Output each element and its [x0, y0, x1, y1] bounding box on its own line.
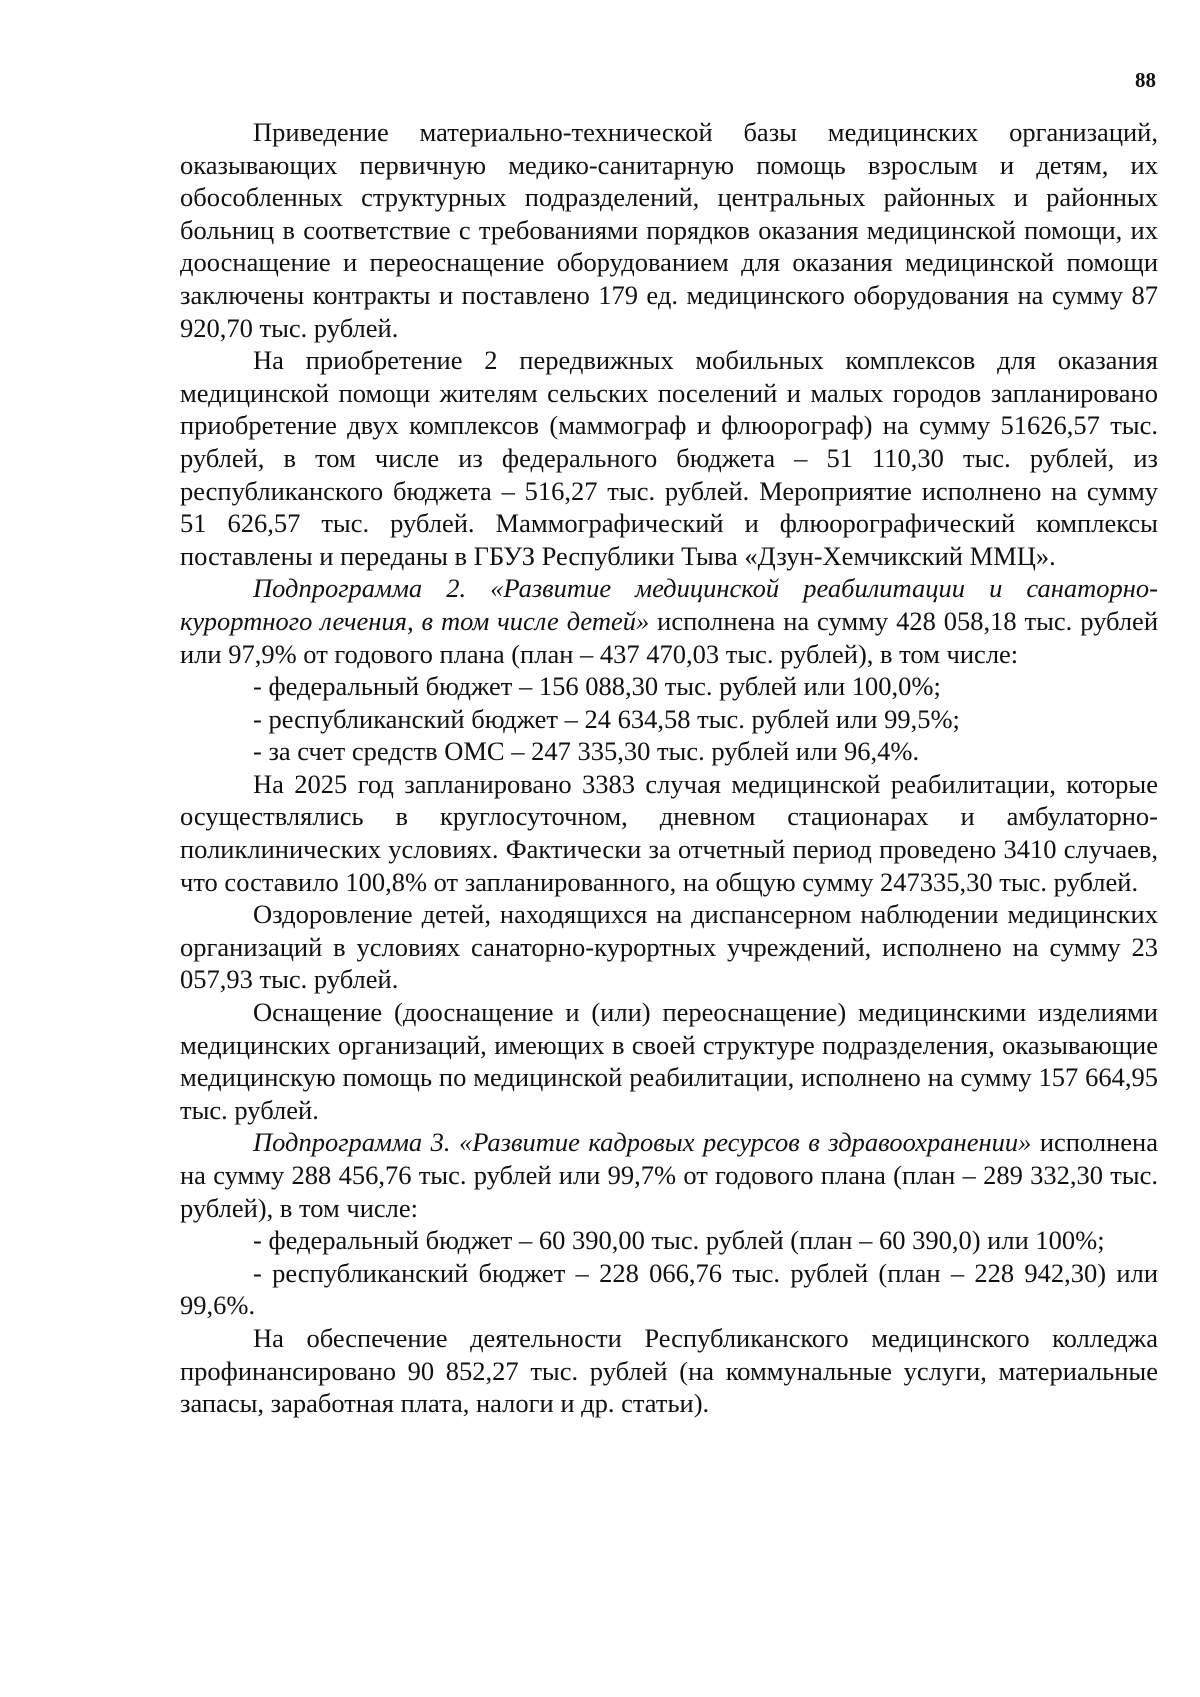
paragraph-subprogram-3	[180, 1126, 1158, 1224]
paragraph-text: исполнена на сумму 428 058,18 тыс. рублей или 97,9% от годового плана (план – 437 470,03 тыс. рублей), в том числе:	[180, 605, 1158, 669]
paragraph-children-health	[180, 898, 1158, 996]
paragraph-medical-devices	[180, 996, 1158, 1126]
paragraph-text: На обеспечение деятельности Республиканского медицинского колледжа профинансировано 90 852,27 тыс. рублей (на коммунальные услуги, материальные запасы, заработная плата, налоги и др. статьи).	[180, 1322, 1158, 1419]
paragraph-text: исполнена на сумму 288 456,76 тыс. рублей или 99,7% от годового плана (план – 289 332,30 тыс. рублей), в том числе:	[180, 1127, 1158, 1223]
list-item-republican-budget	[180, 703, 1158, 736]
paragraph-text: Оздоровление детей, находящихся на диспансерном наблюдении медицинских организаций в условиях санаторно-курортных учреждений, исполнено на сумму 23 057,93 тыс. рублей.	[180, 899, 1158, 995]
list-item-text: - федеральный бюджет – 156 088,30 тыс. рублей или 100,0%;	[253, 671, 941, 702]
list-item-text: - республиканский бюджет – 228 066,76 тыс. рублей (план – 228 942,30) или 99,6%.	[180, 1257, 1158, 1321]
list-item-text: - республиканский бюджет – 24 634,58 тыс. рублей или 99,5%;	[253, 703, 960, 734]
paragraph-text: На 2025 год запланировано 3383 случая медицинской реабилитации, которые осуществлялись в круглосуточном, дневном стационарах и амбулаторно-поликлинических условиях. Фактически за отчетный период проведено 3410 случаев, что составило 100,8% от запланированного, на общую сумму 247335,30 тыс. рублей.	[180, 768, 1158, 897]
paragraph-equipment	[180, 116, 1158, 344]
subprogram-title: Подпрограмма 3. «Развитие кадровых ресурсов в здравоохранении»	[253, 1127, 1032, 1158]
list-item-text: - за счет средств ОМС – 247 335,30 тыс. рублей или 96,4%.	[253, 736, 920, 767]
list-item-republican-budget-2	[180, 1257, 1158, 1322]
paragraph-text: На приобретение 2 передвижных мобильных комплексов для оказания медицинской помощи жителям сельских поселений и малых городов запланировано приобретение двух комплексов (маммограф и флюорограф) на сумму 51626,57 тыс. рублей, в том числе из федерального бюджета – 51 110,30 тыс. рублей, из республиканского бюджета – 516,27 тыс. рублей. Мероприятие исполнено на сумму 51 626,57 тыс. рублей. Маммографический и флюорографический комплексы поставлены и переданы в ГБУЗ Республики Тыва «Дзун-Хемчикский ММЦ».	[180, 345, 1158, 571]
paragraph-subprogram-2	[180, 572, 1158, 670]
paragraph-text: Приведение материально-технической базы медицинских организаций, оказывающих первичную медико-санитарную помощь взрослым и детям, их обособленных структурных подразделений, центральных районных и районных больниц в соответствие с требованиями порядков оказания медицинской помощи, их дооснащение и переоснащение оборудованием для оказания медицинской помощи заключены контракты и поставлено 179 ед. медицинского оборудования на сумму 87 920,70 тыс. рублей.	[180, 117, 1158, 343]
list-item-oms-funds	[180, 735, 1158, 768]
paragraph-medical-college	[180, 1322, 1158, 1420]
list-item-federal-budget-2	[180, 1224, 1158, 1257]
list-item-federal-budget	[180, 670, 1158, 703]
paragraph-mobile-complexes	[180, 344, 1158, 572]
paragraph-text: Оснащение (дооснащение и (или) переоснащение) медицинскими изделиями медицинских организаций, имеющих в своей структуре подразделения, оказывающие медицинскую помощь по медицинской реабилитации, исполнено на сумму 157 664,95 тыс. рублей.	[180, 997, 1158, 1125]
page-number: 88	[1135, 68, 1156, 92]
list-item-text: - федеральный бюджет – 60 390,00 тыс. рублей (план – 60 390,0) или 100%;	[253, 1225, 1105, 1256]
subprogram-title: Подпрограмма 2. «Развитие медицинской реабилитации и санаторно-курортного лечения, в том числе детей»	[180, 573, 1158, 636]
paragraph-rehabilitation-cases	[180, 768, 1158, 898]
document-body	[180, 116, 1158, 1420]
